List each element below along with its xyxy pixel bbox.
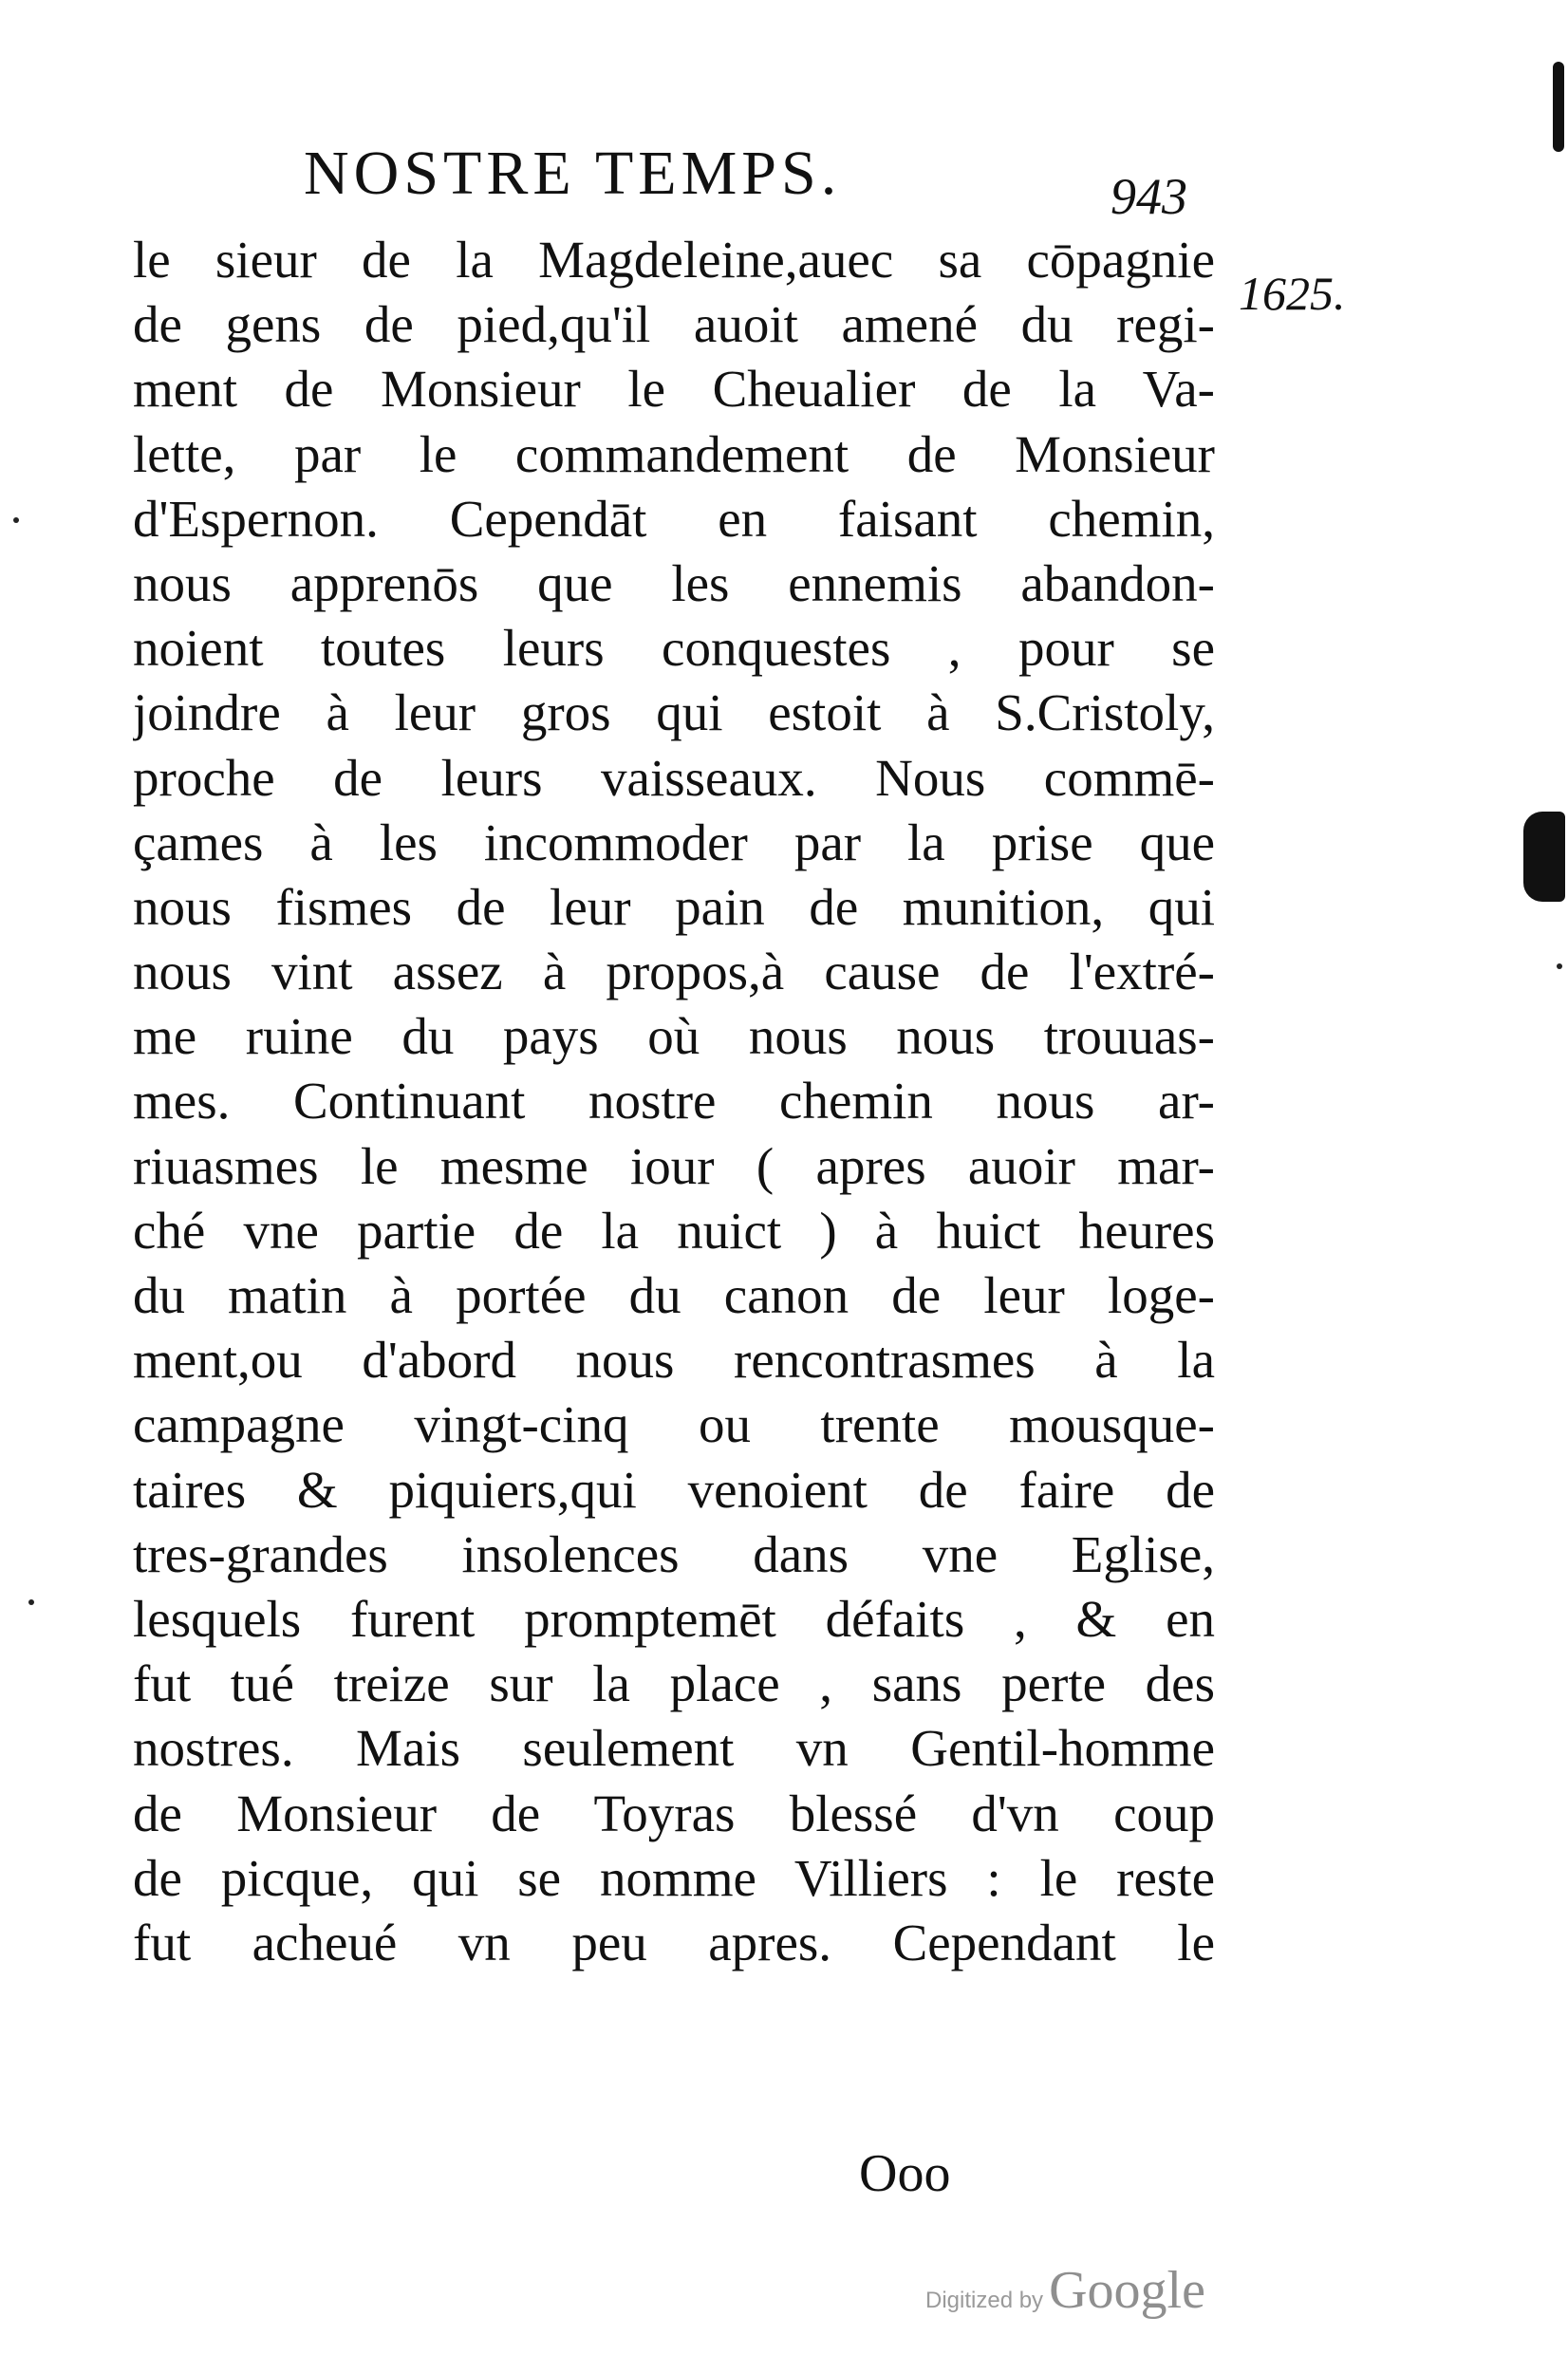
text-line: nostres. Mais seulement vn Gentil-homme	[133, 1719, 1215, 1778]
text-line: me ruine du pays où nous nous trouuas-	[133, 1007, 1215, 1066]
speck	[1557, 963, 1562, 969]
margin-note-year: 1625.	[1239, 267, 1346, 320]
signature-mark: Ooo	[859, 2144, 951, 2203]
text-line: de picque, qui se nomme Villiers : le reste	[133, 1848, 1215, 1907]
page-number: 943	[1111, 168, 1187, 225]
text-line: nous apprenōs que les ennemis abandon-	[133, 553, 1215, 612]
text-line: de Monsieur de Toyras blessé d'vn coup	[133, 1784, 1215, 1842]
text-line: ment,ou d'abord nous rencontrasmes à la	[133, 1331, 1215, 1390]
body-text	[133, 228, 1215, 1975]
text-line: proche de leurs vaisseaux. Nous commē-	[133, 748, 1215, 807]
digitized-watermark	[925, 2261, 1205, 2320]
text-line: noient toutes leurs conquestes , pour se	[133, 619, 1215, 678]
text-line: çames à les incommoder par la prise que	[133, 813, 1215, 871]
watermark-prefix: Digitized by	[925, 2288, 1044, 2313]
text-line: tres-grandes insolences dans vne Eglise,	[133, 1524, 1215, 1583]
text-line: taires & piquiers,qui venoient de faire de	[133, 1460, 1215, 1519]
text-line: du matin à portée du canon de leur loge-	[133, 1266, 1215, 1324]
text-line: joindre à leur gros qui estoit à S.Cristoly,	[133, 683, 1215, 742]
speck	[13, 517, 19, 523]
running-head: NOSTRE TEMPS.	[304, 139, 842, 208]
watermark-brand: Google	[1049, 2261, 1205, 2320]
ink-blot	[1523, 812, 1565, 902]
text-line: de gens de pied,qu'il auoit amené du regi-	[133, 295, 1215, 354]
text-line: riuasmes le mesme iour ( apres auoir mar-	[133, 1136, 1215, 1195]
text-line: nous fismes de leur pain de munition, qui	[133, 877, 1215, 936]
text-line: lesquels furent promptemēt défaits , & en	[133, 1589, 1215, 1648]
text-line: d'Espernon. Cependāt en faisant chemin,	[133, 489, 1215, 548]
page-edge-shadow	[1553, 62, 1564, 152]
text-line: fut acheué vn peu apres. Cependant le	[133, 1913, 1215, 1971]
text-line: campagne vingt-cinq ou trente mousque-	[133, 1395, 1215, 1454]
text-line: fut tué treize sur la place , sans perte des	[133, 1654, 1215, 1713]
speck	[28, 1599, 34, 1605]
text-line: ment de Monsieur le Cheualier de la Va-	[133, 360, 1215, 419]
text-line: mes. Continuant nostre chemin nous ar-	[133, 1072, 1215, 1130]
text-line: ché vne partie de la nuict ) à huict heures	[133, 1201, 1215, 1260]
text-line: nous vint assez à propos,à cause de l'extré-	[133, 943, 1215, 1001]
text-line: le sieur de la Magdeleine,auec sa cōpagnie	[133, 231, 1215, 289]
text-line: lette, par le commandement de Monsieur	[133, 424, 1215, 483]
